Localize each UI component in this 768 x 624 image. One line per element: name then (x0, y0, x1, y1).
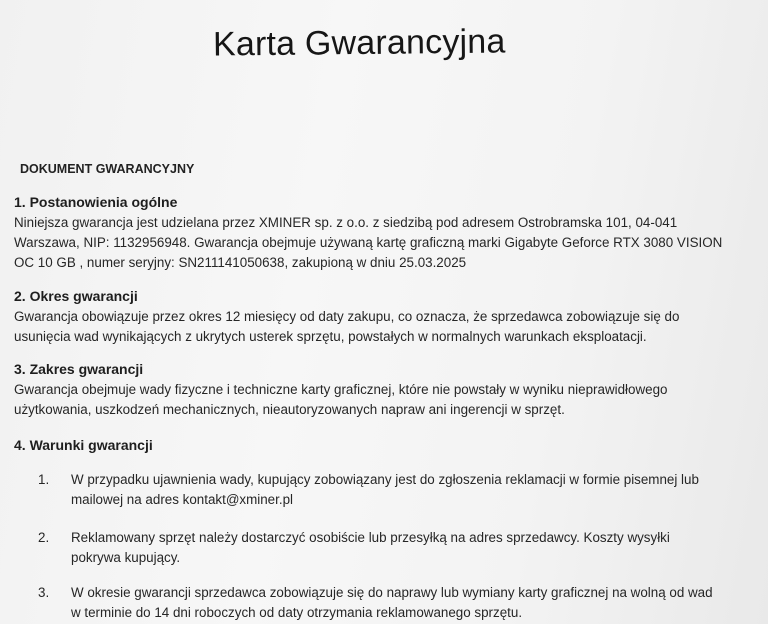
section-line: Niniejsza gwarancja jest udzielana przez XMINER sp. z o.o. z siedzibą pod adresem Ostrobramska 101, 04-041 (14, 215, 678, 230)
section-line: Gwarancja obowiązuje przez okres 12 miesięcy od daty zakupu, co oznacza, że sprzedawca zobowiązuje się do (14, 309, 680, 324)
section-heading: 2. Okres gwarancji (14, 288, 138, 304)
list-item-text (71, 470, 699, 510)
list-item-number: 2. (38, 530, 50, 545)
section-warranty-conditions (14, 437, 744, 456)
list-item-line: pokrywa kupujący. (71, 550, 181, 565)
list-item-text (71, 528, 670, 568)
list-item-line: W okresie gwarancji sprzedawca zobowiązuje się do naprawy lub wymiany karty graficznej na wolną od wad (71, 585, 713, 600)
section-line: usunięcia wad wynikających z ukrytych usterek sprzętu, powstałych w normalnych warunkach eksploatacji. (14, 329, 647, 344)
section-line: OC 10 GB , numer seryjny: SN211141050638, zakupioną w dniu 25.03.2025 (14, 255, 467, 270)
list-item-line: w terminie do 14 dni roboczych od daty otrzymania reklamowanego sprzętu. (71, 605, 523, 620)
section-body (14, 307, 744, 347)
section-line: Gwarancja obejmuje wady fizyczne i techniczne karty graficznej, które nie powstały w wyniku nieprawidłowego (14, 382, 668, 397)
section-heading: 3. Zakres gwarancji (14, 361, 144, 377)
section-body (14, 380, 744, 420)
section-line: użytkowania, uszkodzeń mechanicznych, nieautoryzowanych napraw ani ingerencji w sprzęt. (14, 402, 565, 417)
list-item-line: W przypadku ujawnienia wady, kupujący zobowiązany jest do zgłoszenia reklamacji w formie pisemnej lub (71, 472, 699, 487)
section-line: Warszawa, NIP: 1132956948. Gwarancja obejmuje używaną kartę graficzną marki Gigabyte Geforce RTX 3080 VISION (14, 235, 723, 250)
list-item-number: 1. (38, 472, 50, 487)
list-item-text (71, 583, 713, 623)
section-general-provisions (14, 194, 744, 273)
section-heading: 1. Postanowienia ogólne (14, 194, 178, 210)
list-item-number: 3. (38, 585, 50, 600)
section-warranty-scope (14, 361, 744, 420)
document-heading: DOKUMENT GWARANCYJNY (20, 162, 195, 176)
list-item-line: mailowej na adres kontakt@xminer.pl (71, 492, 293, 507)
section-warranty-period (14, 288, 744, 347)
section-body (14, 213, 744, 273)
section-heading: 4. Warunki gwarancji (14, 437, 153, 453)
list-item-line: Reklamowany sprzęt należy dostarczyć osobiście lub przesyłką na adres sprzedawcy. Koszty wysyłki (71, 530, 670, 545)
document-title: Karta Gwarancyjna (212, 22, 506, 64)
